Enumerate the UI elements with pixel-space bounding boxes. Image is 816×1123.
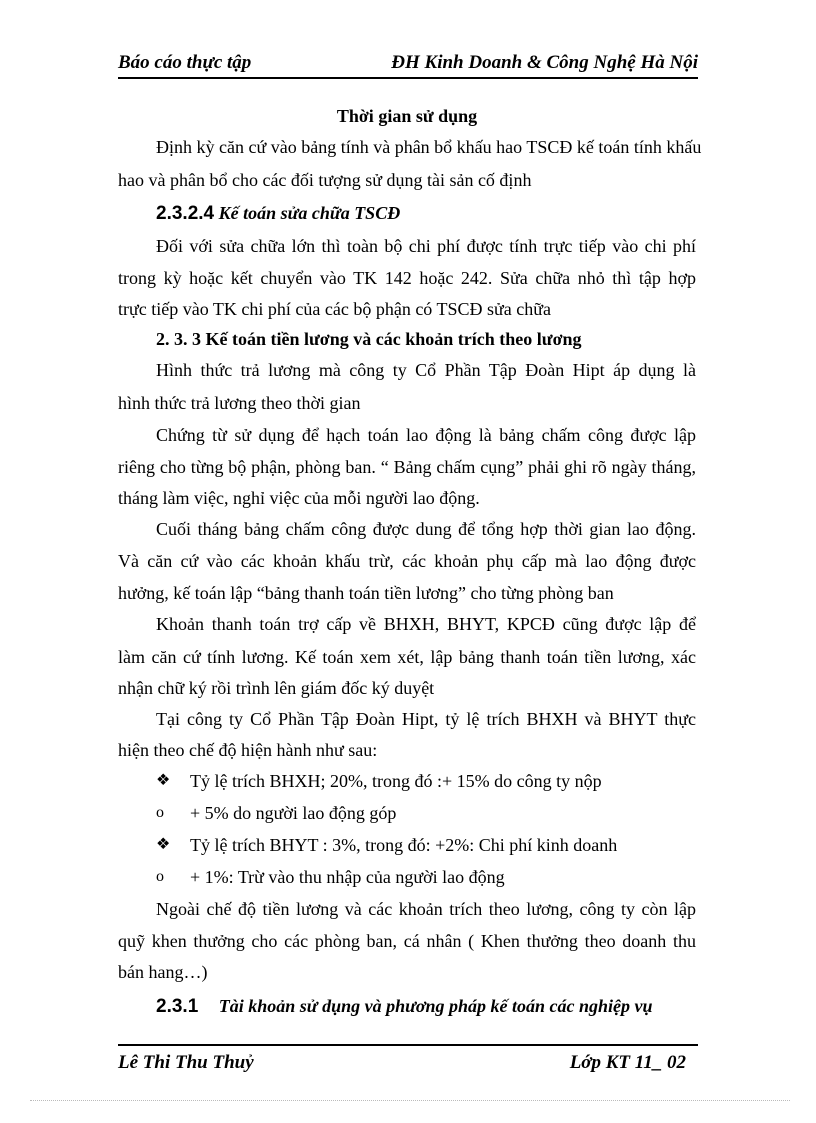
paragraph-line: Cuối tháng bảng chấm công được dung để tổng hợp thời gian lao động. <box>156 519 696 539</box>
paragraph-line: làm căn cứ tính lương. Kế toán xem xét, lập bảng thanh toán tiền lương, xác <box>118 647 696 667</box>
footer-author: Lê Thi Thu Thuỷ <box>118 1052 254 1073</box>
circle-bullet-icon: o <box>156 804 164 821</box>
heading-2324 <box>156 201 696 226</box>
paragraph-line: Chứng từ sử dụng để hạch toán lao động là bảng chấm công được lập <box>156 425 696 445</box>
footer-rule <box>118 1044 698 1046</box>
paragraph-line: Hình thức trả lương mà công ty Cổ Phần Tập Đoàn Hipt áp dụng là <box>156 360 696 380</box>
header-university: ĐH Kinh Doanh & Công Nghệ Hà Nội <box>391 52 698 73</box>
paragraph-line: quỹ khen thưởng cho các phòng ban, cá nhân ( Khen thưởng theo doanh thu <box>118 931 696 951</box>
heading-text: Tài khoản sử dụng và phương pháp kế toán các nghiệp vụ <box>218 996 653 1016</box>
paragraph-line: nhận chữ ký rồi trình lên giám đốc ký duyệt <box>118 678 435 698</box>
bullet-text: Tỷ lệ trích BHXH; 20%, trong đó :+ 15% do công ty nộp <box>190 771 602 791</box>
paragraph-line: Đối với sửa chữa lớn thì toàn bộ chi phí được tính trực tiếp vào chi phí <box>156 236 696 256</box>
paragraph-line: Khoản thanh toán trợ cấp về BHXH, BHYT, KPCĐ cũng được lập để <box>156 614 696 634</box>
paragraph-line: hình thức trả lương theo thời gian <box>118 393 361 413</box>
bullet-text: Tỷ lệ trích BHYT : 3%, trong đó: +2%: Chi phí kinh doanh <box>190 835 618 855</box>
bullet-text: + 1%: Trừ vào thu nhập của người lao động <box>190 867 505 887</box>
diamond-bullet-icon: ❖ <box>156 772 171 789</box>
paragraph-line: Ngoài chế độ tiền lương và các khoản trích theo lương, công ty còn lập <box>156 899 696 919</box>
paragraph-line: riêng cho từng bộ phận, phòng ban. “ Bảng chấm cụng” phải ghi rõ ngày tháng, <box>118 457 696 477</box>
section-title: Thời gian sử dụng <box>336 106 478 126</box>
paragraph-line: hao và phân bổ cho các đối tượng sử dụng tài sản cố định <box>118 170 532 190</box>
paragraph-line: trong kỳ hoặc kết chuyển vào TK 142 hoặc 242. Sửa chữa nhỏ thì tập hợp <box>118 268 696 288</box>
heading-233: 2. 3. 3 Kế toán tiền lương và các khoản trích theo lương <box>156 329 582 349</box>
paragraph-line: bán hang…) <box>118 962 208 982</box>
page-header <box>118 50 698 78</box>
heading-number: 2.3.1 <box>156 996 199 1017</box>
bullet-text: + 5% do người lao động góp <box>190 803 397 823</box>
paragraph-line: trực tiếp vào TK chi phí của các bộ phận có TSCĐ sửa chữa <box>118 299 551 319</box>
paragraph-line: Định kỳ căn cứ vào bảng tính và phân bổ khấu hao TSCĐ kế toán tính khấu <box>156 137 702 157</box>
header-report-title: Báo cáo thực tập <box>118 52 252 73</box>
heading-text: Kế toán sửa chữa TSCĐ <box>218 203 401 223</box>
paragraph-line: tháng làm việc, nghỉ việc của mỗi người lao động. <box>118 488 480 508</box>
heading-number: 2.3.2.4 <box>156 203 215 224</box>
diamond-bullet-icon: ❖ <box>156 836 171 853</box>
circle-bullet-icon: o <box>156 868 164 885</box>
paragraph-line: Tại công ty Cổ Phần Tập Đoàn Hipt, tỷ lệ trích BHXH và BHYT thực <box>156 709 696 729</box>
page-bottom-edge <box>30 1100 790 1101</box>
paragraph-line: hưởng, kế toán lập “bảng thanh toán tiền lương” cho từng phòng ban <box>118 583 614 603</box>
page-footer <box>118 1052 698 1080</box>
header-rule <box>118 77 698 79</box>
paragraph-line: hiện theo chế độ hiện hành như sau: <box>118 740 378 760</box>
paragraph-line: Và căn cứ vào các khoản khấu trừ, các khoản phụ cấp mà lao động được <box>118 551 696 571</box>
heading-231 <box>156 994 696 1019</box>
footer-class: Lớp KT 11_ 02 <box>569 1052 686 1073</box>
